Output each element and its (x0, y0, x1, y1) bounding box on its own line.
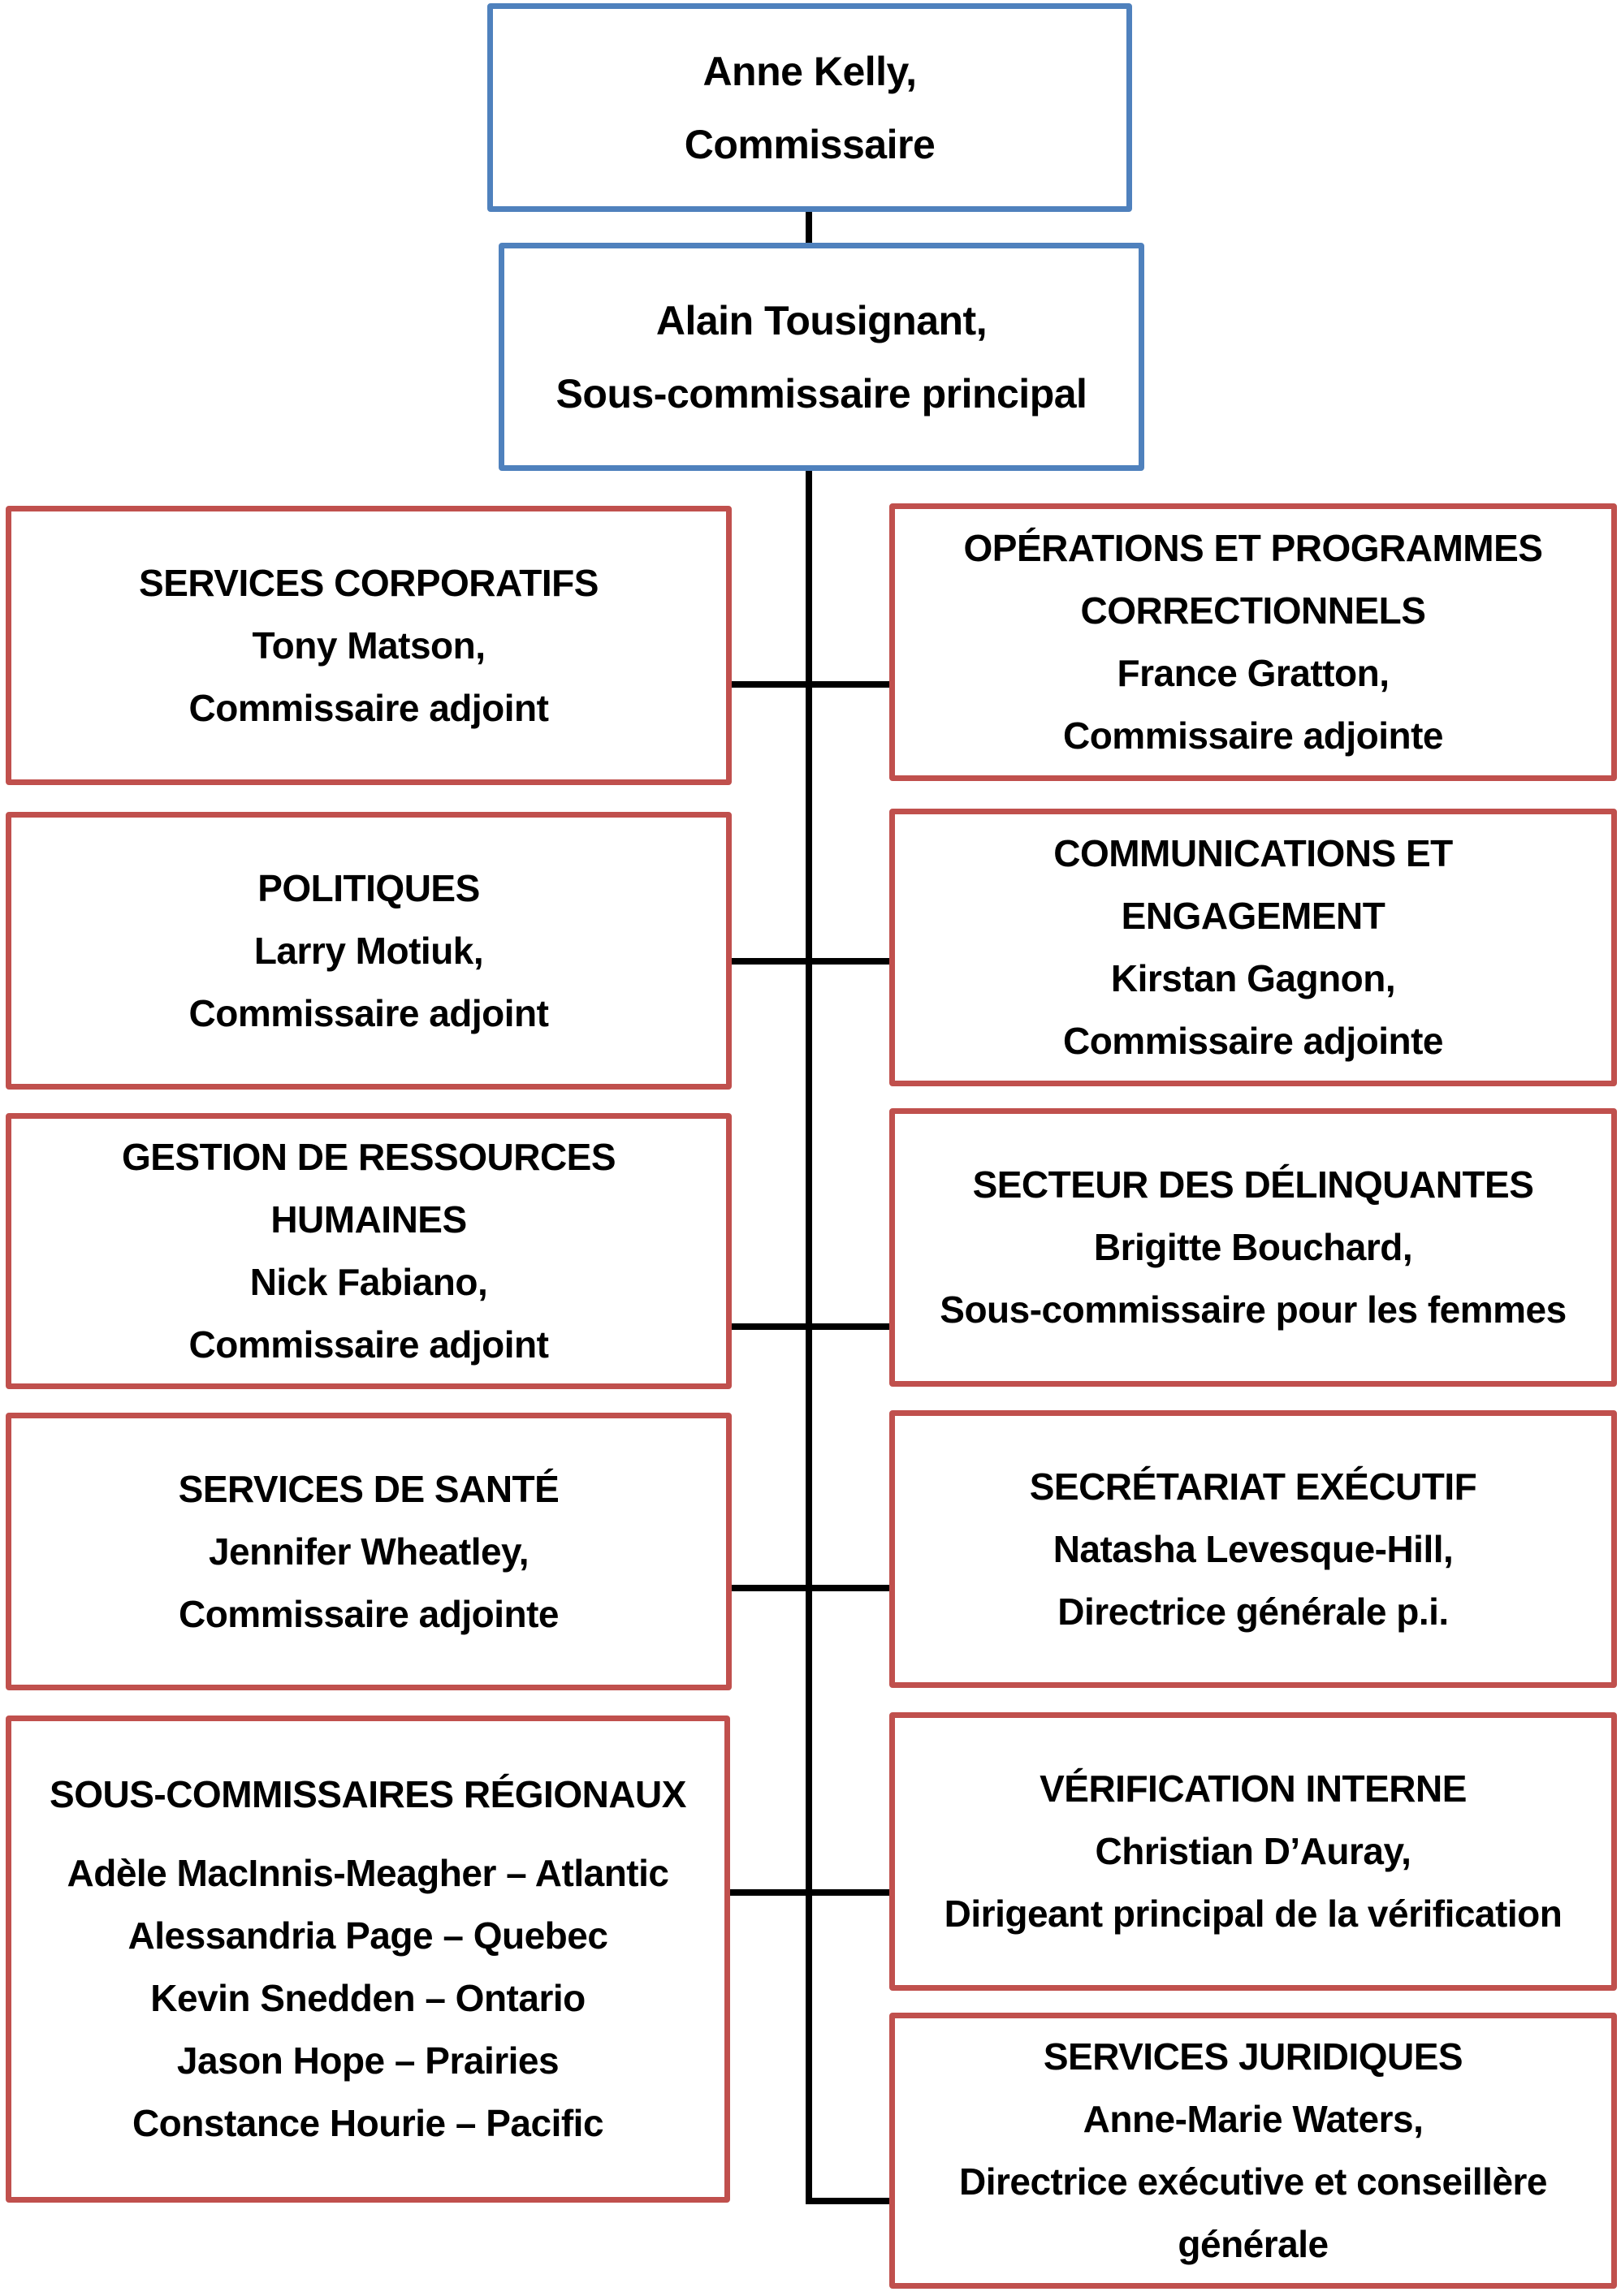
node-title: SECTEUR DES DÉLINQUANTES (972, 1163, 1534, 1206)
node-name: Jennifer Wheatley, (208, 1530, 530, 1573)
node-title: SERVICES DE SANTÉ (178, 1467, 560, 1510)
node-title: POLITIQUES (257, 866, 480, 909)
node-title: SOUS-COMMISSAIRES RÉGIONAUX (50, 1773, 686, 1815)
node-role: Commissaire adjointe (1062, 714, 1444, 757)
regional-member: Constance Hourie – Pacific (132, 2102, 604, 2144)
node-role: Commissaire (684, 121, 936, 167)
node-role: Commissaire adjoint (188, 1323, 549, 1366)
node-name: Natasha Levesque-Hill, (1053, 1527, 1454, 1570)
node-women-offender-sector (889, 1108, 1617, 1387)
connector-left-3 (731, 1323, 809, 1330)
node-name: Christian D’Auray, (1095, 1830, 1411, 1872)
regional-member: Jason Hope – Prairies (176, 2039, 560, 2082)
node-title: CORRECTIONNELS (1080, 589, 1426, 632)
node-name: Kirstan Gagnon, (1110, 957, 1396, 999)
connector-spine (806, 471, 812, 2204)
node-executive-secretariat (889, 1410, 1617, 1688)
node-human-resources (6, 1113, 732, 1389)
connector-left-1 (731, 681, 809, 688)
node-role: Directrice exécutive et conseillère (958, 2160, 1548, 2203)
node-role: Commissaire adjoint (188, 991, 549, 1034)
node-policy (6, 812, 732, 1090)
node-title: VÉRIFICATION INTERNE (1040, 1767, 1467, 1810)
node-role: Commissaire adjointe (178, 1592, 560, 1635)
node-role: Commissaire adjointe (1062, 1020, 1444, 1062)
node-internal-audit (889, 1712, 1617, 1991)
regional-member: Kevin Snedden – Ontario (150, 1977, 586, 2019)
node-corporate-services (6, 506, 732, 785)
node-communications (889, 809, 1617, 1086)
node-commissioner (487, 3, 1132, 212)
connector-left-2 (731, 958, 809, 965)
connector-right-6 (806, 2198, 890, 2204)
connector-right-3 (809, 1323, 890, 1330)
connector-left-4 (731, 1585, 809, 1591)
connector-right-4 (809, 1585, 890, 1591)
node-regional-deputy-commissioners (6, 1716, 730, 2203)
node-title: HUMAINES (270, 1198, 467, 1241)
node-role: générale (1178, 2223, 1329, 2265)
regional-member: Alessandria Page – Quebec (128, 1914, 608, 1957)
node-role: Dirigeant principal de la vérification (944, 1892, 1563, 1935)
node-role: Sous-commissaire pour les femmes (940, 1288, 1567, 1331)
regional-member: Adèle MacInnis-Meagher – Atlantic (67, 1852, 669, 1894)
node-name: Anne-Marie Waters, (1083, 2098, 1424, 2140)
node-senior-deputy-commissioner (499, 243, 1144, 471)
node-role: Commissaire adjoint (188, 686, 549, 729)
node-role: Sous-commissaire principal (555, 370, 1087, 416)
node-title: SERVICES CORPORATIFS (139, 561, 599, 604)
node-title: SECRÉTARIAT EXÉCUTIF (1029, 1465, 1477, 1508)
connector-right-5 (809, 1889, 890, 1896)
connector-right-1 (809, 681, 890, 688)
node-title: ENGAGEMENT (1121, 895, 1385, 937)
node-health-services (6, 1413, 732, 1690)
node-name: Larry Motiuk, (253, 929, 484, 972)
node-title: SERVICES JURIDIQUES (1043, 2035, 1463, 2078)
node-legal-services (889, 2013, 1617, 2289)
node-name: France Gratton, (1117, 652, 1390, 694)
node-name: Brigitte Bouchard, (1093, 1226, 1413, 1268)
node-role: Directrice générale p.i. (1057, 1590, 1449, 1633)
node-name: Nick Fabiano, (249, 1261, 488, 1303)
connector-top-to-principal (806, 212, 812, 244)
node-title: COMMUNICATIONS ET (1053, 832, 1453, 874)
node-name: Alain Tousignant, (655, 297, 988, 343)
node-name: Tony Matson, (252, 624, 486, 667)
connector-left-5 (729, 1889, 809, 1896)
node-title: OPÉRATIONS ET PROGRAMMES (963, 527, 1543, 569)
node-title: GESTION DE RESSOURCES (121, 1136, 616, 1178)
connector-right-2 (809, 958, 890, 965)
node-correctional-operations (889, 503, 1617, 781)
node-name: Anne Kelly, (702, 48, 917, 94)
